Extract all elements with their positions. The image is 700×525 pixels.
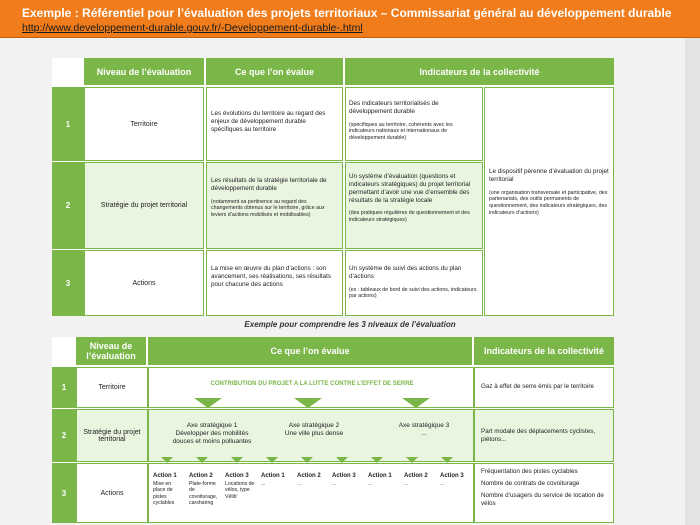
axis-title: Axe stratégique 1	[186, 422, 238, 429]
caption: Exemple pour comprendre les 3 niveaux de l’évaluation	[244, 320, 456, 329]
action-desc: Plate-forme de covoiturage, carsharing	[189, 480, 218, 506]
row-number-2: 2	[52, 162, 84, 249]
evaluate-text: Les évolutions du territoire au regard des enjeux de développement durable spécifiques au territoire	[211, 110, 326, 133]
row-number-1: 1	[52, 367, 76, 408]
action-title: Action 1	[153, 473, 177, 479]
evaluate-row-1	[148, 367, 474, 408]
header-indicators: Indicateurs de la collectivité	[345, 58, 614, 85]
axis-1	[167, 422, 257, 446]
action-item	[332, 473, 362, 487]
axis-title: Axe stratégique 2	[288, 422, 340, 429]
action-item	[297, 473, 327, 487]
row-number-3: 3	[52, 250, 84, 316]
arrow-down-icon	[402, 398, 430, 408]
level-strategie: Stratégie du projet territorial	[84, 162, 204, 249]
axis-3	[384, 422, 464, 438]
evaluate-row-3	[206, 250, 343, 316]
action-desc: Mise en place de pistes cyclables	[153, 480, 175, 506]
source-link[interactable]: http://www.developpement-durable.gouv.fr/-Developpement-durable-.html	[22, 22, 363, 34]
header-evaluate: Ce que l’on évalue	[206, 58, 343, 85]
indicator-row-3	[345, 250, 483, 316]
indicator-text: Des indicateurs territorialisés de développement durable	[349, 100, 439, 115]
indicator-item: Nombre de contrats de covoiturage	[481, 479, 580, 487]
action-title: Action 3	[440, 473, 464, 479]
indicator-note: (ex : tableaux de bord de suivi des actions, indicateurs par actions)	[349, 286, 477, 300]
indicator-item: Nombre d’usagers du service de location de vélos	[481, 491, 604, 507]
indicator-row-3	[474, 463, 614, 523]
action-title: Action 2	[189, 473, 213, 479]
indicator-text: Part modale des déplacements cyclistes, piétons...	[481, 428, 596, 443]
banner-title: Exemple : Référentiel pour l’évaluation des projets territoriaux – Commissariat général au développement durable	[22, 6, 672, 20]
axis-2	[274, 422, 354, 438]
evaluate-row-2	[206, 162, 343, 249]
evaluate-text: Les résultats de la stratégie territoriale de développement durable	[211, 177, 327, 192]
action-desc: ...	[368, 480, 373, 487]
header-evaluate: Ce que l’on évalue	[148, 337, 472, 365]
action-item	[368, 473, 398, 487]
action-title: Action 2	[404, 473, 428, 479]
side-note: (une organisation transversale et participative, des partenariats, des outils permanents de questionnement, des indicateurs stratégiques, des indicateurs d’actions)	[489, 189, 608, 216]
row-number-2: 2	[52, 409, 76, 462]
action-title: Action 2	[297, 473, 321, 479]
action-desc: ...	[440, 480, 445, 487]
indicator-row-1	[474, 367, 614, 408]
level-territoire: Territoire	[84, 87, 204, 161]
arrow-down-icon	[294, 398, 322, 408]
arrow-down-icon	[194, 398, 222, 408]
header-level: Niveau de l’évaluation	[76, 337, 146, 365]
action-desc: ...	[404, 480, 409, 487]
indicator-note: (des pratiques régulières de questionnement et des indicateurs stratégiques)	[349, 210, 470, 224]
axis-desc: Développer des mobilités douces et moins polluantes	[172, 430, 252, 446]
evaluate-note: (notamment sa pertinence au regard des changements obtenus sur le territoire, grâce aux leviers d’actions mobilisés et mobilisables)	[211, 198, 325, 218]
action-title: Action 3	[225, 473, 249, 479]
evaluate-text: La mise en œuvre du plan d’actions : son avancement, ses réalisations, ses résultats pour chacune des actions	[211, 265, 332, 288]
example-table	[52, 337, 614, 523]
evaluation-levels-table	[52, 58, 614, 316]
level-territoire: Territoire	[76, 367, 148, 408]
header-indicators: Indicateurs de la collectivité	[474, 337, 614, 365]
row-number-1: 1	[52, 87, 84, 161]
indicator-row-1	[345, 87, 483, 161]
indicator-text: Un système d’évaluation (questions et indicateurs stratégiques) du projet territorial permettant d’avoir une vue d’ensemble des résultats de la stratégie locale	[349, 173, 471, 204]
level-strategie: Stratégie du projet territorial	[76, 409, 148, 462]
action-item	[189, 473, 221, 507]
level-actions: Actions	[76, 463, 148, 523]
axis-title: Axe stratégique 3	[398, 422, 450, 429]
action-item	[225, 473, 257, 500]
action-desc: ...	[297, 480, 302, 487]
indicator-row-2	[345, 162, 483, 249]
indicator-text: Gaz à effet de serre émis par le territoire	[481, 383, 594, 390]
action-desc: ...	[261, 480, 266, 487]
side-main: Le dispositif pérenne d’évaluation du projet territorial	[489, 168, 609, 183]
evaluate-row-3	[148, 463, 474, 523]
indicator-text: Un système de suivi des actions du plan d’actions	[349, 265, 462, 280]
indicator-row-2	[474, 409, 614, 462]
action-item	[440, 473, 470, 487]
axis-desc: ...	[421, 430, 427, 438]
axis-desc: Une ville plus dense	[284, 430, 344, 438]
banner	[0, 0, 700, 38]
action-item	[404, 473, 434, 487]
evaluate-row-2	[148, 409, 474, 462]
indicator-item: Fréquentation des pistes cyclables	[481, 468, 578, 475]
indicator-note: (spécifiques au territoire, cohérents avec les indicateurs nationaux et internationaux de développement durable)	[349, 121, 453, 141]
evaluate-row-1	[206, 87, 343, 161]
action-title: Action 3	[332, 473, 356, 479]
action-item	[261, 473, 291, 487]
action-title: Action 1	[368, 473, 392, 479]
contribution-text: CONTRIBUTION DU PROJET A LA LUTTE CONTRE L’EFFET DE SERRE	[210, 381, 414, 387]
action-desc: ...	[332, 480, 337, 487]
scroll-area	[685, 38, 700, 525]
level-actions: Actions	[84, 250, 204, 316]
header-level: Niveau de l’évaluation	[84, 58, 204, 85]
action-item	[153, 473, 183, 507]
side-dispositif	[484, 87, 614, 316]
action-title: Action 1	[261, 473, 285, 479]
action-desc: Locations de vélos, type Vélib’	[225, 480, 255, 500]
row-number-3: 3	[52, 463, 76, 523]
